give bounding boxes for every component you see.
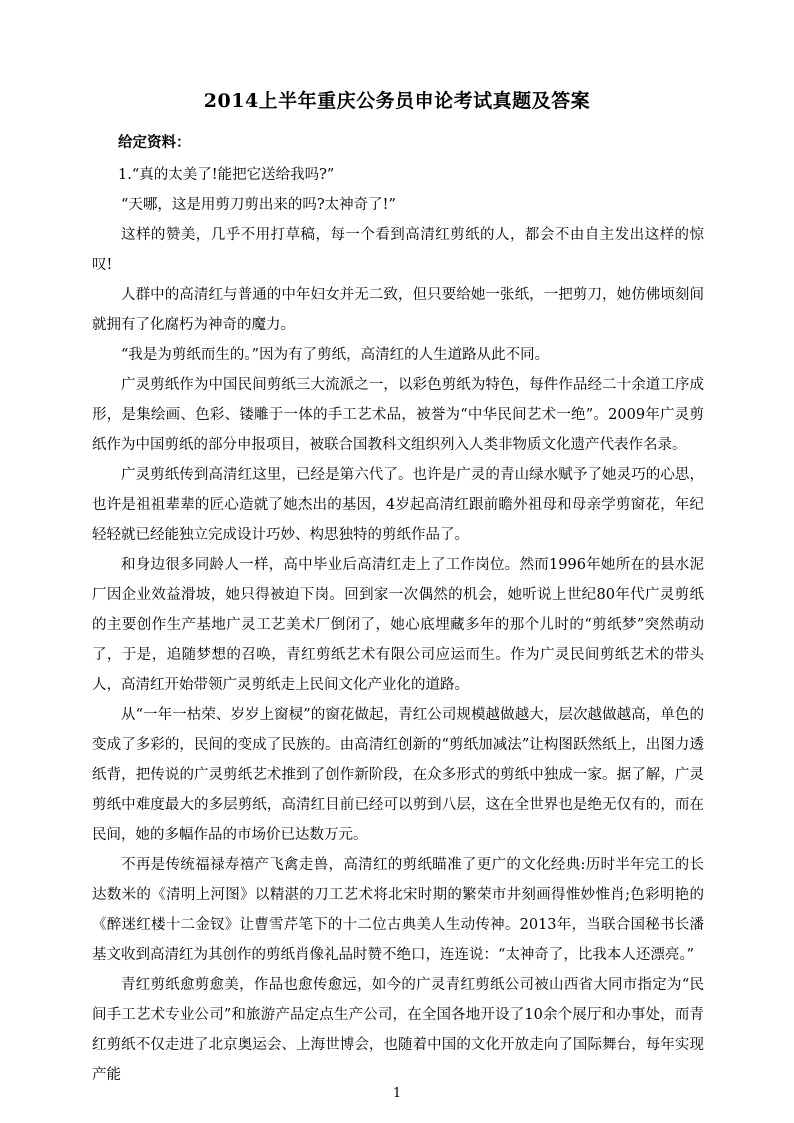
paragraph: “我是为剪纸而生的。”因为有了剪纸，高清红的人生道路从此不同。 (121, 347, 550, 363)
paragraph: “天哪，这是用剪刀剪出来的吗?太神奇了!” (121, 197, 396, 213)
paragraph: 这样的赞美，几乎不用打草稿，每一个看到高清红剪纸的人，都会不由自主发出这样的惊叹! (92, 227, 704, 273)
paragraph: 1.“真的太美了!能把它送给我吗?” (118, 167, 335, 183)
paragraph: 和身边很多同龄人一样，高中毕业后高清红走上了工作岗位。然而1996年她所在的县水泥厂因企业效益滑坡，她只得被迫下岗。回到家一次偶然的机会，她听说上世纪80年代广灵剪纸的主要创作生产基地广灵工艺美术厂倒闭了，她心底埋藏多年的那个儿时的“剪纸梦”突然萌动了，于是，追随梦想的召唤，青红剪纸艺术有限公司应运而生。作为广灵民间剪纸艺术的带头人，高清红开始带领广灵剪纸走上民间文化产业化的道路。 (92, 557, 704, 693)
section-label: 给定资料： (118, 134, 191, 151)
paragraph: 广灵剪纸作为中国民间剪纸三大流派之一，以彩色剪纸为特色，每件作品经二十余道工序成形，是集绘画、色彩、镂雕于一体的手工艺术品，被誉为“中华民间艺术一绝”。2009年广灵剪纸作为中国剪纸的部分申报项目，被联合国教科文组织列入人类非物质文化遗产代表作名录。 (92, 377, 704, 453)
paragraph: 从“一年一枯荣、岁岁上窗棂”的窗花做起，青红公司规模越做越大，层次越做越高，单色的变成了多彩的，民间的变成了民族的。由高清红创新的“剪纸加减法”让构图跃然纸上，出图力透纸背，把传说的广灵剪纸艺术推到了创作新阶段，在众多形式的剪纸中独成一家。据了解，广灵剪纸中难度最大的多层剪纸，高清红目前已经可以剪到八层，这在全世界也是绝无仅有的，而在民间，她的多幅作品的市场价已达数万元。 (92, 707, 704, 843)
paragraph: 不再是传统福禄寿禧产飞禽走兽，高清红的剪纸瞄准了更广的文化经典:历时半年完工的长达数米的《清明上河图》以精湛的刀工艺术将北宋时期的繁荣市井刻画得惟妙惟肖;色彩明艳的《醉迷红楼十二金钗》让曹雪芹笔下的十二位古典美人生动传神。2013年，当联合国秘书长潘基文收到高清红为其创作的剪纸肖像礼品时赞不绝口，连连说：“太神奇了，比我本人还漂亮。” (92, 857, 704, 963)
page-number: 1 (392, 1086, 402, 1101)
paragraph: 人群中的高清红与普通的中年妇女并无二致，但只要给她一张纸，一把剪刀，她仿佛顷刻间就拥有了化腐朽为神奇的魔力。 (92, 287, 704, 333)
paragraph: 青红剪纸愈剪愈美，作品也愈传愈远，如今的广灵青红剪纸公司被山西省大同市指定为“民间手工艺术专业公司”和旅游产品定点生产公司，在全国各地开设了10余个展厅和办事处，而青红剪纸不仅走进了北京奥运会、上海世博会，也随着中国的文化开放走向了国际舞台，每年实现产能 (92, 977, 704, 1083)
paragraph: 广灵剪纸传到高清红这里，已经是第六代了。也许是广灵的青山绿水赋予了她灵巧的心思，也许是祖祖辈辈的匠心造就了她杰出的基因，4岁起高清红跟前瞻外祖母和母亲学剪窗花，年纪轻轻就已经能独立完成设计巧妙、构思独特的剪纸作品了。 (92, 467, 704, 543)
document-body (92, 160, 704, 1090)
document-title: 2014上半年重庆公务员申论考试真题及答案 (203, 90, 591, 112)
